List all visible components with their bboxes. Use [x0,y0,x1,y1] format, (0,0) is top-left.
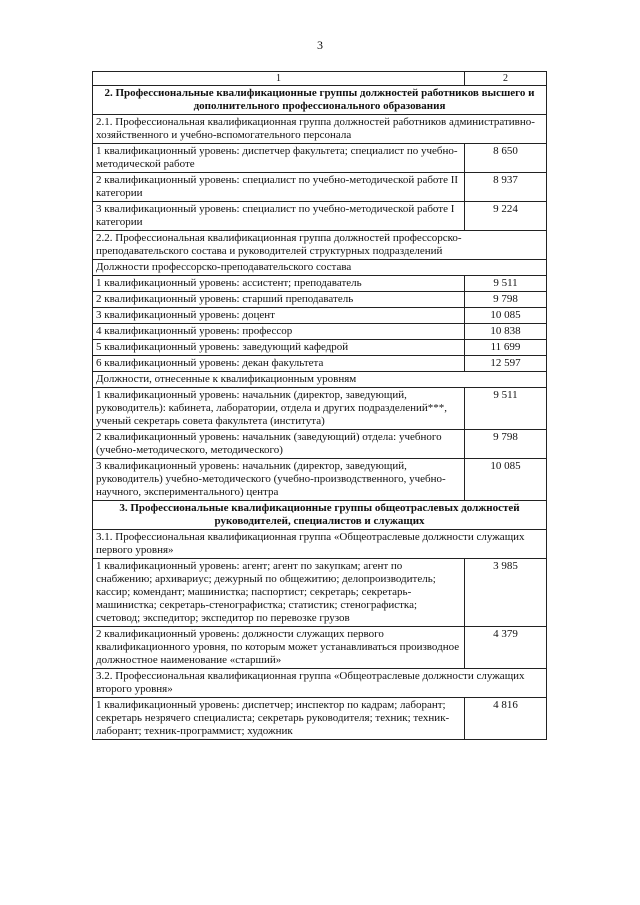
table-row [93,173,547,202]
salary-value: 8 937 [465,173,547,202]
salary-value: 11 699 [465,340,547,356]
position-text: 2 квалификационный уровень: старший преподаватель [93,292,465,308]
table-row [93,292,547,308]
group-heading-row [93,260,547,276]
group-heading: 2.1. Профессиональная квалификационная группа должностей работников административно-хозяйственного и учебно-вспомогательного персонала [93,115,547,144]
table-row [93,144,547,173]
position-text: 1 квалификационный уровень: начальник (директор, заведующий, руководитель): кабинета, лаборатории, отдела и других подразделений***, ученый секретарь совета факультета (института) [93,388,465,430]
position-text: 2 квалификационный уровень: должности служащих первого квалификационного уровня, по которым может устанавливаться производное должностное наименование «старший» [93,627,465,669]
table-row [93,698,547,740]
table-header-row [93,72,547,86]
group-heading-row [93,530,547,559]
header-col-1: 1 [93,72,465,86]
salary-value: 4 816 [465,698,547,740]
salary-value: 9 798 [465,292,547,308]
header-col-2: 2 [465,72,547,86]
salary-value: 10 085 [465,308,547,324]
group-heading-row [93,669,547,698]
section-heading-row [93,501,547,530]
group-heading-row [93,372,547,388]
salary-value: 9 798 [465,430,547,459]
position-text: 1 квалификационный уровень: ассистент; преподаватель [93,276,465,292]
table-row [93,324,547,340]
position-text: 2 квалификационный уровень: специалист по учебно-методической работе II категории [93,173,465,202]
position-text: 6 квалификационный уровень: декан факультета [93,356,465,372]
position-text: 3 квалификационный уровень: специалист по учебно-методической работе I категории [93,202,465,231]
salary-value: 10 838 [465,324,547,340]
salary-value: 12 597 [465,356,547,372]
position-text: 1 квалификационный уровень: диспетчер факультета; специалист по учебно-методической работе [93,144,465,173]
group-heading: 3.2. Профессиональная квалификационная группа «Общеотраслевые должности служащих второго уровня» [93,669,547,698]
group-heading: Должности, отнесенные к квалификационным уровням [93,372,547,388]
table-row [93,430,547,459]
table-row [93,276,547,292]
group-heading: 3.1. Профессиональная квалификационная группа «Общеотраслевые должности служащих первого уровня» [93,530,547,559]
position-text: 3 квалификационный уровень: начальник (директор, заведующий, руководитель) учебно-методического (учебно-производственного, учебно-научного, экспериментального) центра [93,459,465,501]
salary-table [92,71,547,740]
table-row [93,388,547,430]
salary-value: 9 224 [465,202,547,231]
section-heading-row [93,86,547,115]
group-heading: Должности профессорско-преподавательского состава [93,260,547,276]
salary-value: 9 511 [465,276,547,292]
position-text: 2 квалификационный уровень: начальник (заведующий) отдела: учебного (учебно-методического, методического) [93,430,465,459]
position-text: 5 квалификационный уровень: заведующий кафедрой [93,340,465,356]
table-row [93,459,547,501]
group-heading-row [93,115,547,144]
page-number: 3 [317,38,323,52]
table-row [93,627,547,669]
salary-value: 10 085 [465,459,547,501]
table-row [93,202,547,231]
section-heading: 3. Профессиональные квалификационные группы общеотраслевых должностей руководителей, специалистов и служащих [93,501,547,530]
section-heading: 2. Профессиональные квалификационные группы должностей работников высшего и дополнительного профессионального образования [93,86,547,115]
position-text: 4 квалификационный уровень: профессор [93,324,465,340]
table-row [93,340,547,356]
salary-value: 8 650 [465,144,547,173]
table-row [93,559,547,627]
position-text: 1 квалификационный уровень: агент; агент по закупкам; агент по снабжению; архивариус; дежурный по общежитию; делопроизводитель; кассир; комендант; машинистка; паспортист; секретарь; секретарь-машинистка; секретарь-стенографистка; статистик; стенографистка; счетовод; экспедитор; экспедитор по перевозке грузов [93,559,465,627]
table-row [93,308,547,324]
salary-value: 3 985 [465,559,547,627]
salary-value: 9 511 [465,388,547,430]
salary-value: 4 379 [465,627,547,669]
position-text: 3 квалификационный уровень: доцент [93,308,465,324]
group-heading: 2.2. Профессиональная квалификационная группа должностей профессорско-преподавательского состава и руководителей структурных подразделений [93,231,547,260]
group-heading-row [93,231,547,260]
table-row [93,356,547,372]
position-text: 1 квалификационный уровень: диспетчер; инспектор по кадрам; лаборант; секретарь незрячего специалиста; секретарь руководителя; техник; техник-лаборант; техник-программист; художник [93,698,465,740]
